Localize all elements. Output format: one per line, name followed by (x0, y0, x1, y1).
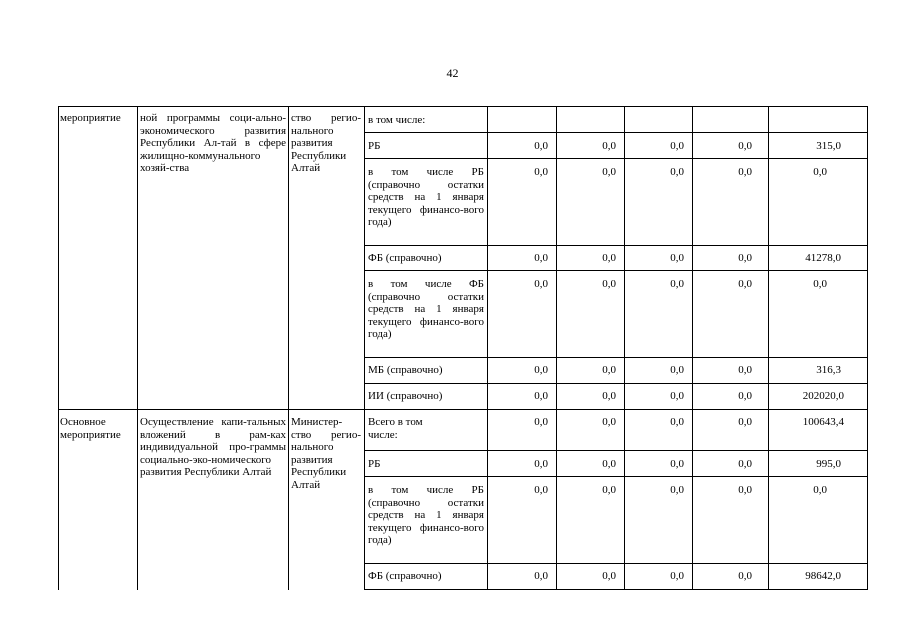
row-divider (364, 383, 868, 384)
funding-source-label: в том числе: (368, 114, 426, 126)
column-divider (487, 106, 488, 590)
table-cell-value: 0,0 (534, 390, 548, 402)
event-description: ной программы соци-ально-экономического развития Республики Ал-тай в сфере жилищно-коммунального хозяй-ства (140, 112, 286, 174)
table-cell-value: 0,0 (738, 570, 752, 582)
table-cell-value: 0,0 (670, 140, 684, 152)
table-cell-value: 0,0 (602, 364, 616, 376)
table-cell-value: 0,0 (813, 278, 827, 290)
funding-source-label: ФБ (справочно) (368, 570, 442, 582)
table-cell-value: 0,0 (738, 278, 752, 290)
column-divider (137, 106, 138, 590)
table-cell-value: 315,0 (816, 140, 841, 152)
funding-source-label: Всего в том числе: (368, 416, 423, 441)
table-cell-value: 0,0 (670, 252, 684, 264)
table-cell-value: 202020,0 (802, 390, 844, 402)
table-cell-value: 0,0 (602, 140, 616, 152)
table-cell-value: 0,0 (602, 458, 616, 470)
funding-source-label: в том числе РБ (справочно остатки средств на 1 января текущего финансо-вого года) (368, 166, 484, 228)
table-cell-value: 0,0 (670, 484, 684, 496)
responsible-executor: ство регио-нального развития Республики Алтай (291, 112, 361, 174)
table-cell-value: 0,0 (534, 278, 548, 290)
table-cell-value: 0,0 (670, 416, 684, 428)
table-cell-value: 0,0 (602, 278, 616, 290)
table-cell-value: 316,3 (816, 364, 841, 376)
table-cell-value: 0,0 (670, 278, 684, 290)
funding-source-label: в том числе РБ (справочно остатки средств на 1 января текущего финансо-вого года) (368, 484, 484, 546)
table-cell-value: 0,0 (670, 390, 684, 402)
table-cell-value: 0,0 (738, 252, 752, 264)
row-divider (364, 270, 868, 271)
funding-source-label: ИИ (справочно) (368, 390, 443, 402)
table-cell-value: 0,0 (738, 140, 752, 152)
column-divider (288, 106, 289, 590)
table-cell-value: 0,0 (670, 458, 684, 470)
table-cell-value: 0,0 (670, 166, 684, 178)
table-cell-value: 0,0 (738, 458, 752, 470)
table-cell-value: 0,0 (534, 166, 548, 178)
row-divider (364, 563, 868, 564)
table-cell-value: 995,0 (816, 458, 841, 470)
row-divider (364, 357, 868, 358)
funding-source-label: ФБ (справочно) (368, 252, 442, 264)
table-cell-value: 0,0 (670, 364, 684, 376)
table-cell-value: 0,0 (602, 484, 616, 496)
table-cell-value: 0,0 (534, 364, 548, 376)
funding-source-label: РБ (368, 458, 381, 470)
table-cell-value: 0,0 (738, 484, 752, 496)
table-cell-value: 0,0 (534, 484, 548, 496)
column-divider (556, 106, 557, 590)
funding-source-label: МБ (справочно) (368, 364, 443, 376)
table-cell-value: 0,0 (738, 364, 752, 376)
table-cell-value: 0,0 (534, 416, 548, 428)
table-cell-value: 0,0 (534, 458, 548, 470)
funding-table (58, 106, 868, 590)
table-cell-value: 0,0 (738, 390, 752, 402)
funding-source-label: в том числе ФБ (справочно остатки средств на 1 января текущего финансо-вого года) (368, 278, 484, 340)
page-number: 42 (446, 66, 459, 80)
row-divider (364, 450, 868, 451)
table-cell-value: 0,0 (670, 570, 684, 582)
table-cell-value: 0,0 (602, 252, 616, 264)
funding-source-label: РБ (368, 140, 381, 152)
table-cell-value: 0,0 (602, 570, 616, 582)
column-divider (624, 106, 625, 590)
table-cell-value: 0,0 (534, 252, 548, 264)
row-divider (364, 589, 868, 590)
row-divider (364, 132, 868, 133)
table-cell-value: 41278,0 (805, 252, 841, 264)
event-description: Осуществление капи-тальных вложений в рам-ках индивидуальной про-граммы социально-эко-номического развития Республики Алтай (140, 416, 286, 478)
table-cell-value: 0,0 (602, 416, 616, 428)
row-divider (364, 476, 868, 477)
table-cell-value: 98642,0 (805, 570, 841, 582)
column-divider (768, 106, 769, 590)
table-cell-value: 0,0 (602, 166, 616, 178)
column-divider (692, 106, 693, 590)
table-cell-value: 0,0 (813, 484, 827, 496)
table-cell-value: 0,0 (534, 570, 548, 582)
table-border-left (58, 106, 59, 590)
row-divider (364, 245, 868, 246)
column-divider (364, 106, 365, 590)
section-divider (58, 409, 868, 410)
table-cell-value: 100643,4 (802, 416, 844, 428)
table-border-top (58, 106, 868, 107)
row-divider (364, 158, 868, 159)
table-cell-value: 0,0 (534, 140, 548, 152)
event-level-label: Основное мероприятие (60, 416, 121, 441)
event-level-label: мероприятие (60, 112, 121, 124)
responsible-executor: Министер-ство регио-нального развития Республики Алтай (291, 416, 361, 491)
table-cell-value: 0,0 (602, 390, 616, 402)
table-border-right (867, 106, 868, 590)
table-cell-value: 0,0 (738, 166, 752, 178)
table-cell-value: 0,0 (813, 166, 827, 178)
table-cell-value: 0,0 (738, 416, 752, 428)
